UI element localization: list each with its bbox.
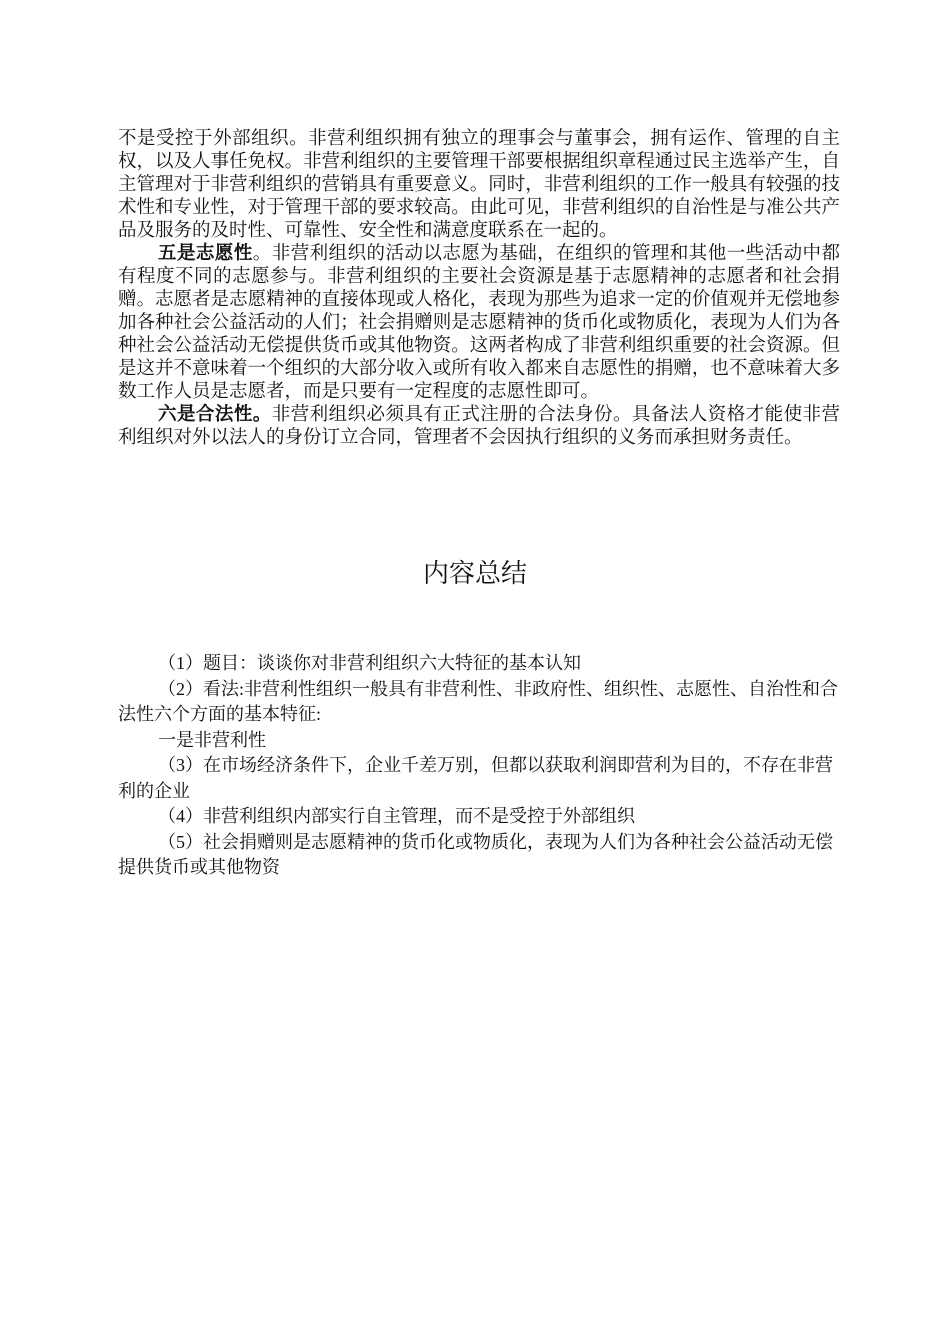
paragraph-legality (118, 403, 840, 449)
paragraph-text: 不是受控于外部组织。非营利组织拥有独立的理事会与董事会，拥有运作、管理的自主权，以及人事任免权。非营利组织的主要管理干部要根据组织章程通过民主选举产生，自主管理对于非营利组织的营销具有重要意义。同时，非营利组织的工作一般具有较强的技术性和专业性，对于管理干部的要求较高。由此可见，非营利组织的自治性是与准公共产品及服务的及时性、可靠性、安全性和满意度联系在一起的。 (118, 128, 840, 241)
summary-item: （2）看法:非营利性组织一般具有非营利性、非政府性、组织性、志愿性、自治性和合法性六个方面的基本特征: (118, 678, 838, 724)
summary-item: 一是非营利性 (158, 729, 266, 750)
summary-heading: 内容总结 (422, 559, 527, 589)
paragraph-voluntary (118, 242, 840, 403)
summary-list (118, 651, 840, 881)
summary-item: （4）非营利组织内部实行自主管理，而不是受控于外部组织 (158, 806, 635, 826)
paragraph-lead: 五是志愿性 (158, 243, 253, 264)
paragraph-text: 非营利组织必须具有正式注册的合法身份。具备法人资格才能使非营利组织对外以法人的身份订立合同，管理者不会因执行组织的义务而承担财务责任。 (118, 404, 840, 448)
paragraph-autonomy-continued (118, 127, 840, 242)
summary-item: （3）在市场经济条件下，企业千差万别，但都以获取利润即营利为目的，不存在非营利的企业 (118, 755, 833, 801)
summary-item: （1）题目：谈谈你对非营利组织六大特征的基本认知 (158, 653, 581, 673)
paragraph-text: 。非营利组织的活动以志愿为基础，在组织的管理和其他一些活动中都有程度不同的志愿参与。非营利组织的主要社会资源是基于志愿精神的志愿者和社会捐赠。志愿者是志愿精神的直接体现或人格化，表现为那些为追求一定的价值观并无偿地参加各种社会公益活动的人们；社会捐赠则是志愿精神的货币化或物质化，表现为人们为各种社会公益活动无偿提供货币或其他物资。这两者构成了非营利组织重要的社会资源。但是这并不意味着一个组织的大部分收入或所有收入都来自志愿性的捐赠，也不意味着大多数工作人员是志愿者，而是只要有一定程度的志愿性即可。 (118, 243, 840, 402)
paragraph-lead: 六是合法性。 (158, 404, 272, 425)
body-text (118, 127, 840, 449)
summary-item: （5）社会捐赠则是志愿精神的货币化或物质化，表现为人们为各种社会公益活动无偿提供货币或其他物资 (118, 831, 833, 877)
